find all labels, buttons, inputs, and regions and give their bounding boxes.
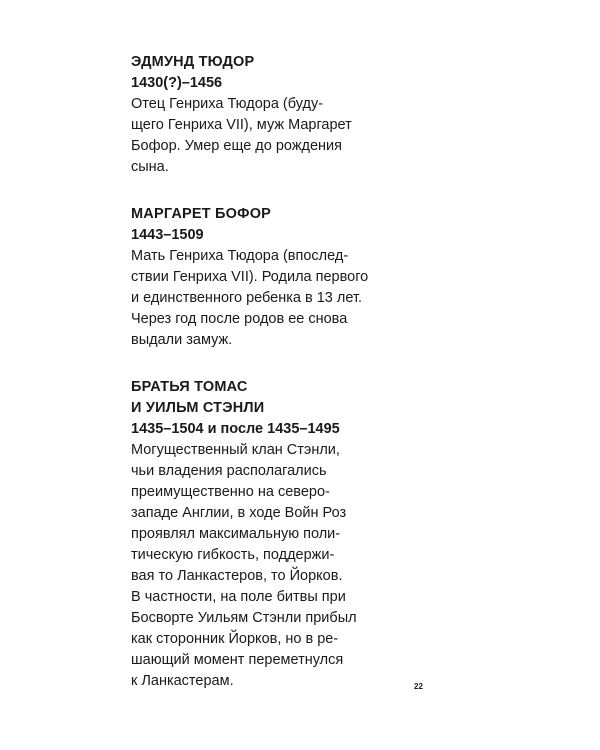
- page-number: 22: [414, 682, 423, 691]
- description-line: к Ланкастерам.: [131, 673, 234, 689]
- entry-description: [131, 246, 511, 351]
- entry-dates: 1435–1504 и после 1435–1495: [131, 421, 340, 437]
- description-line: Бофор. Умер еще до рождения: [131, 138, 343, 154]
- description-line: проявлял максимальную поли-: [131, 526, 341, 542]
- description-line: выдали замуж.: [131, 332, 233, 348]
- entry-description: [131, 94, 511, 178]
- entry-dates: 1443–1509: [131, 227, 204, 243]
- description-line: и единственного ребенка в 13 лет.: [131, 290, 363, 306]
- description-line: шающий момент переметнулся: [131, 652, 344, 668]
- description-line: Отец Генриха Тюдора (буду-: [131, 96, 324, 112]
- entry-title: [131, 52, 511, 73]
- description-line: как сторонник Йорков, но в ре-: [131, 631, 339, 647]
- description-line: сына.: [131, 159, 169, 175]
- description-line: чьи владения располагались: [131, 463, 327, 479]
- entry-title-line: И УИЛЬМ СТЭНЛИ: [131, 400, 265, 416]
- entry-title: [131, 377, 511, 419]
- entry-stanley-brothers: [131, 377, 511, 692]
- entry-title: [131, 204, 511, 225]
- entry-dates: 1430(?)–1456: [131, 75, 223, 91]
- entry-edmund-tudor: [131, 52, 511, 178]
- description-line: тическую гибкость, поддержи-: [131, 547, 335, 563]
- entry-margaret-beaufort: [131, 204, 511, 351]
- description-line: вая то Ланкастеров, то Йорков.: [131, 568, 343, 584]
- entry-title-line: БРАТЬЯ ТОМАС: [131, 379, 248, 395]
- description-line: ствии Генриха VII). Родила первого: [131, 269, 369, 285]
- entry-description: [131, 440, 511, 692]
- description-line: Босворте Уильям Стэнли прибыл: [131, 610, 357, 626]
- description-line: щего Генриха VII), муж Маргарет: [131, 117, 352, 133]
- description-line: Могущественный клан Стэнли,: [131, 442, 340, 458]
- page-content: [131, 52, 511, 692]
- description-line: западе Англии, в ходе Войн Роз: [131, 505, 347, 521]
- entry-title-line: ЭДМУНД ТЮДОР: [131, 54, 255, 70]
- description-line: В частности, на поле битвы при: [131, 589, 346, 605]
- description-line: Мать Генриха Тюдора (впослед-: [131, 248, 349, 264]
- description-line: Через год после родов ее снова: [131, 311, 348, 327]
- description-line: преимущественно на северо-: [131, 484, 330, 500]
- entry-title-line: МАРГАРЕТ БОФОР: [131, 206, 272, 222]
